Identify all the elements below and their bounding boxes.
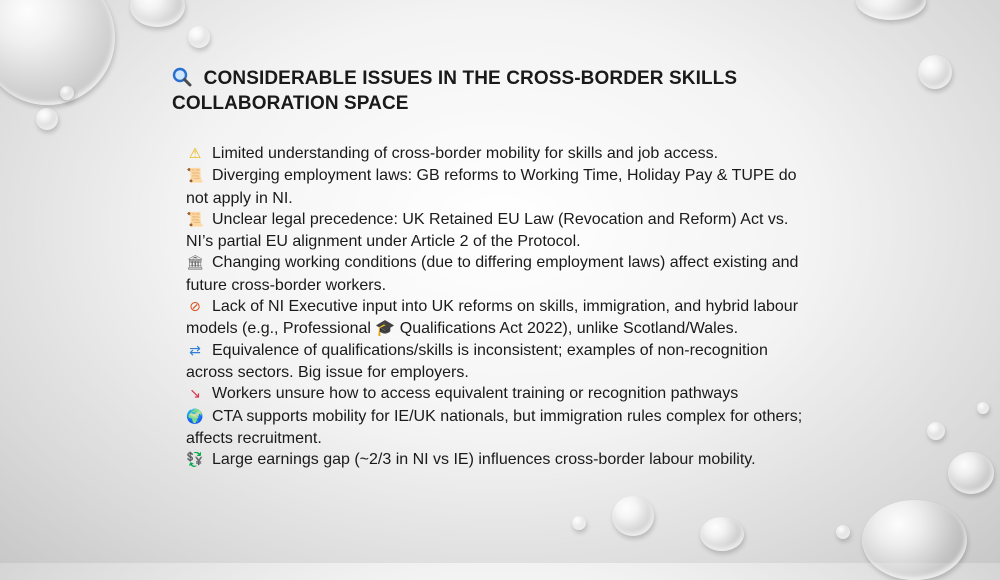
list-item [186,340,816,384]
water-droplet [948,452,994,494]
list-item-text: Equivalence of qualifications/skills is inconsistent; examples of non-recognition across sectors. Big issue for employers. [186,341,768,381]
scroll-icon: 📜 [186,211,204,228]
list-item-text: CTA supports mobility for IE/UK nationals, but immigration rules complex for others; affects recruitment. [186,407,803,447]
list-item-text: Lack of NI Executive input into UK reforms on skills, immigration, and hybrid labour models (e.g., Professional 🎓 Qualifications Act 2022), unlike Scotland/Wales. [186,298,799,338]
list-item [186,143,816,165]
water-droplet [0,0,115,105]
list-item [186,406,816,450]
water-droplet [700,517,744,551]
list-item-text: Limited understanding of cross-border mobility for skills and job access. [212,145,719,162]
compass-icon: ⊘ [189,299,201,316]
water-droplet [612,496,654,536]
currency-exchange-icon: 💱 [186,452,204,469]
water-droplet [918,55,952,89]
water-droplet [188,26,210,48]
chart-decreasing-icon: ↘ [189,386,201,403]
list-item [186,296,816,340]
water-droplet [836,525,850,539]
list-item [186,383,816,405]
list-item-text: Large earnings gap (~2/3 in NI vs IE) influences cross-border labour mobility. [212,451,756,469]
water-droplet [977,402,989,414]
water-droplet [130,0,185,27]
water-droplet [36,108,58,130]
bank-icon: 🏛 [186,255,204,272]
list-item-text: Workers unsure how to access equivalent training or recognition pathways [212,385,739,403]
water-droplet [927,422,945,440]
warning-icon: ⚠ [188,146,202,162]
list-item [186,449,816,471]
magnifier-icon [172,67,198,89]
scroll-icon: 📜 [186,168,204,185]
slide-title-text: CONSIDERABLE ISSUES IN THE CROSS-BORDER SKILLS COLLABORATION SPACE [172,68,738,114]
globe-icon: 🌍 [186,408,204,425]
slide-title [172,66,872,116]
water-droplet [862,500,967,580]
water-droplet [856,0,926,20]
list-item-text: Diverging employment laws: GB reforms to Working Time, Holiday Pay & TUPE do not apply in NI. [186,167,797,207]
list-item [186,252,816,296]
list-item-text: Changing working conditions (due to differing employment laws) affect existing and future cross-border workers. [186,254,799,294]
issues-list [186,143,816,471]
list-item-text: Unclear legal precedence: UK Retained EU Law (Revocation and Reform) Act vs. NI’s partial EU alignment under Article 2 of the Protocol. [186,210,789,251]
water-droplet [60,86,74,100]
list-item [186,165,816,209]
water-droplet [572,516,586,530]
shuffle-icon: ⇄ [189,342,201,359]
list-item [186,209,816,253]
